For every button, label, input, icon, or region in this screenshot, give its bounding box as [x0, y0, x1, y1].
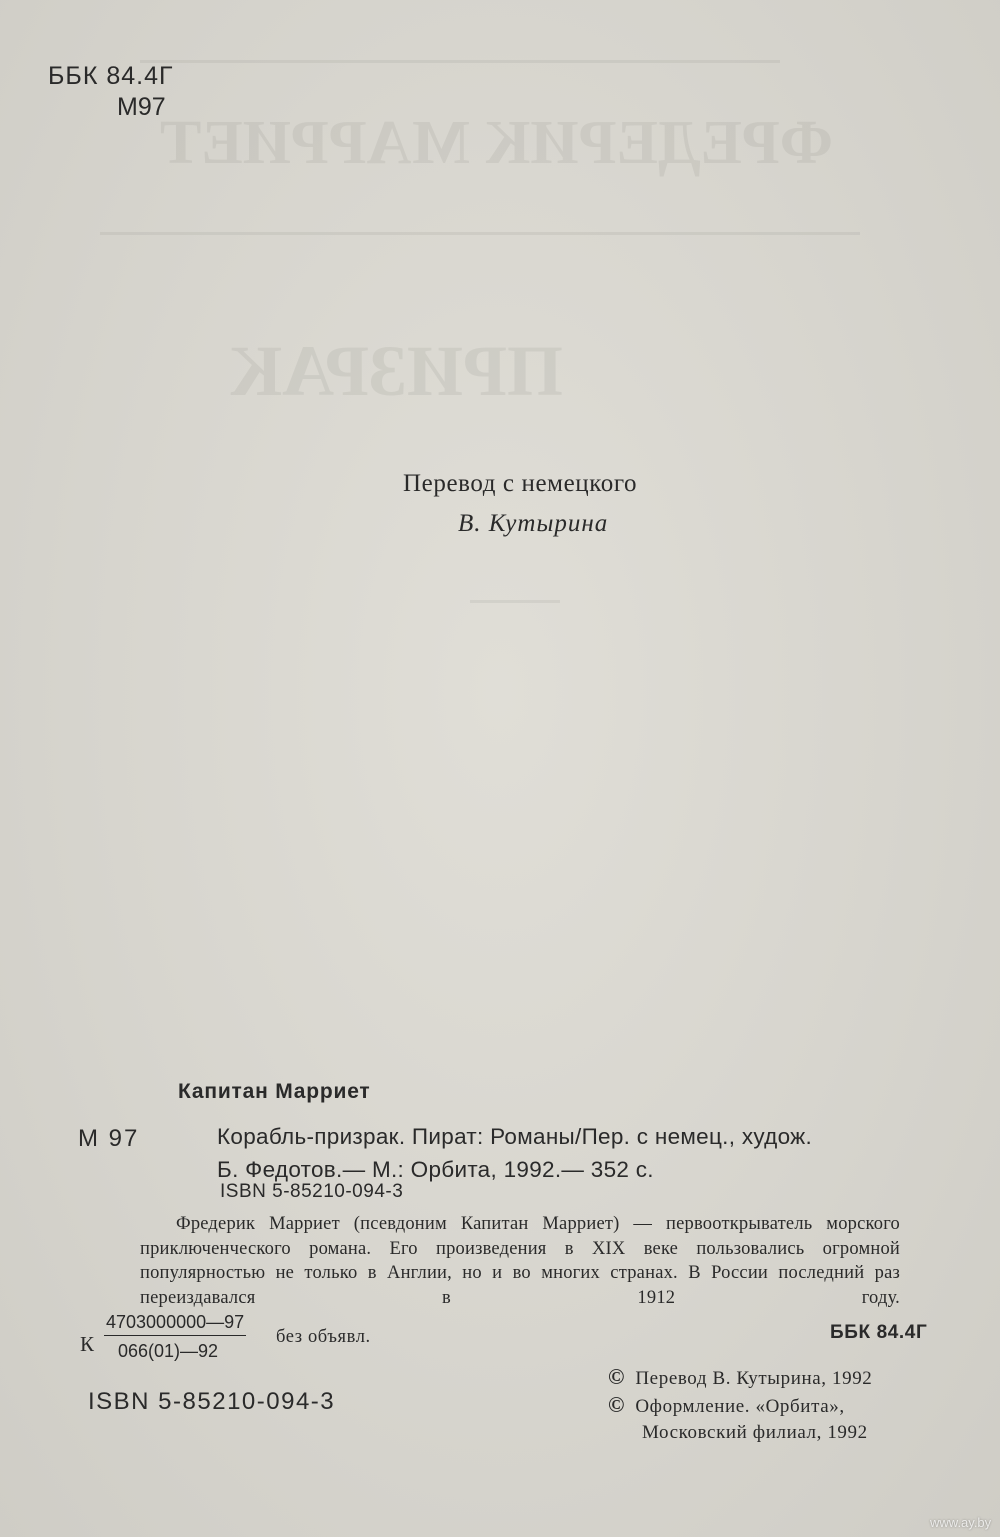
- bleed-through-line: [100, 232, 860, 235]
- k-index-fraction: [104, 1309, 246, 1366]
- catalog-description-line: Б. Федотов.— М.: Орбита, 1992.— 352 с.: [217, 1157, 654, 1182]
- copyright-icon: ©: [608, 1364, 626, 1389]
- translation-label: Перевод с немецкого: [403, 470, 638, 497]
- fraction-numerator: 4703000000—97: [104, 1309, 246, 1336]
- bbk-index-top: ББК 84.4Г: [48, 62, 174, 90]
- bleed-through-text: ФРЕДЕРИК МАРРИЕТ: [160, 109, 834, 177]
- bbk-index-bottom: ББК 84.4Г: [830, 1322, 928, 1343]
- k-index-letter: К: [80, 1332, 95, 1356]
- catalog-description: [217, 1120, 947, 1186]
- bleed-through-line: [140, 60, 780, 63]
- annotation: [140, 1212, 900, 1310]
- fraction-denominator: 066(01)—92: [118, 1341, 219, 1361]
- annotation-text: Фредерик Марриет (псевдоним Капитан Марриет) — первооткрыватель морского приключенческого романа. Его произведения в XIX веке пользовались огромной популярностью не только в Англии, но и во многих странах. В России последний раз переиздавался в 1912 году.: [140, 1214, 900, 1308]
- copyright-row: [608, 1420, 872, 1446]
- translator-name: В. Кутырина: [458, 510, 609, 537]
- copyright-block: [608, 1364, 872, 1446]
- copyright-icon: ©: [608, 1392, 626, 1417]
- copyright-line: Московский филиал, 1992: [642, 1422, 868, 1443]
- author-mark-top: М97: [117, 93, 166, 121]
- copyright-line: Оформление. «Орбита»,: [635, 1396, 845, 1417]
- isbn-bottom: ISBN 5-85210-094-3: [88, 1388, 336, 1415]
- copyright-row: [608, 1364, 872, 1392]
- catalog-author: Капитан Марриет: [178, 1080, 371, 1103]
- catalog-description-line: Корабль-призрак. Пират: Романы/Пер. с немец., худож.: [217, 1124, 813, 1149]
- bleed-through-line: [470, 600, 560, 603]
- copyright-row: [608, 1392, 872, 1420]
- copyright-line: Перевод В. Кутырина, 1992: [635, 1368, 873, 1389]
- catalog-isbn: ISBN 5-85210-094-3: [220, 1181, 404, 1202]
- no-announcement-note: без объявл.: [276, 1327, 371, 1347]
- catalog-author-mark: М 97: [78, 1125, 140, 1152]
- site-watermark: www.ay.by: [930, 1515, 992, 1530]
- bleed-through-text: ПРИЗРАК: [230, 331, 563, 411]
